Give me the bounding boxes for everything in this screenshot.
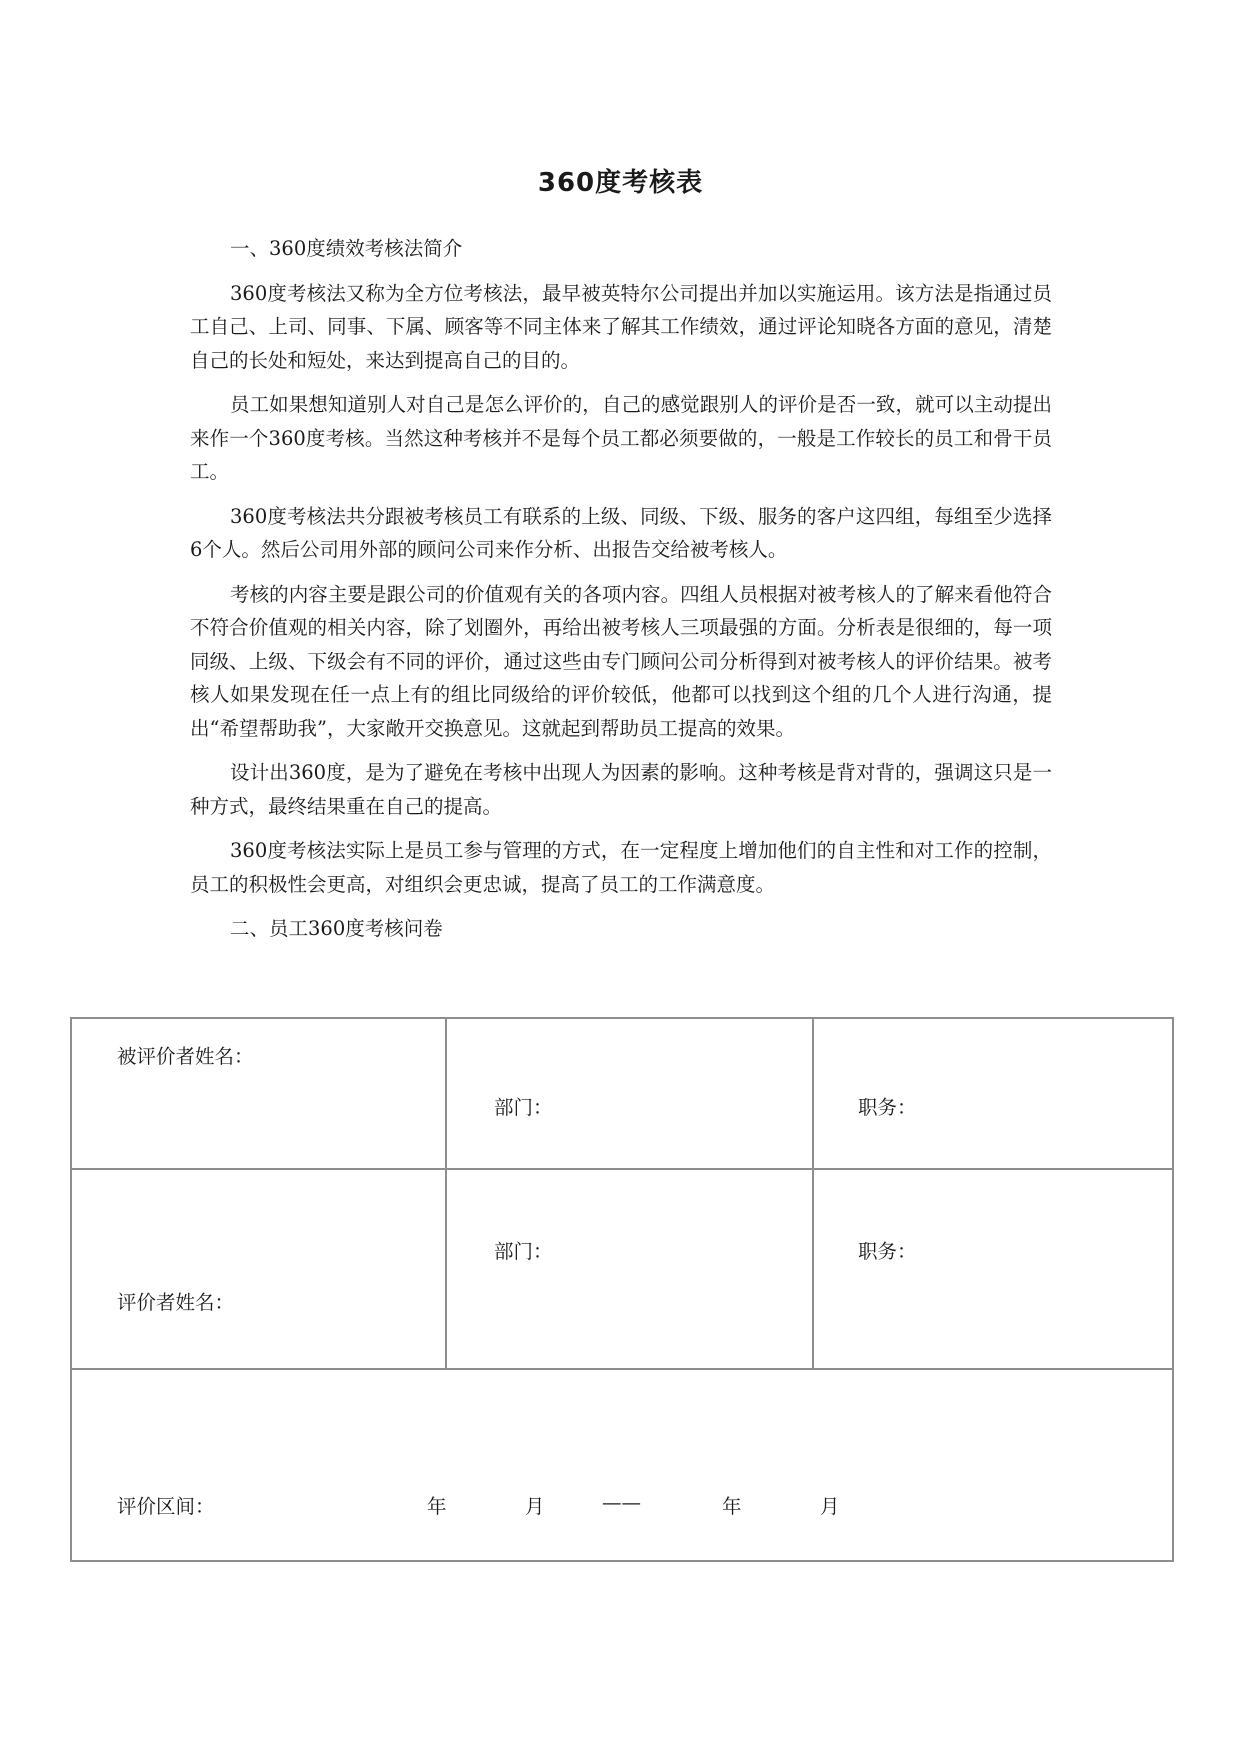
start-year-label: 年 [427, 1495, 447, 1518]
end-year-label: 年 [722, 1495, 742, 1518]
paragraph-6: 360度考核法实际上是员工参与管理的方式，在一定程度上增加他们的自主性和对工作的控制，员工的积极性会更高，对组织会更忠诚，提高了员工的工作满意度。 [190, 839, 1052, 896]
evaluatee-dept-cell[interactable] [447, 1019, 812, 1168]
evaluator-dept-label: 部门： [494, 1240, 553, 1263]
paragraph-5: 设计出360度，是为了避免在考核中出现人为因素的影响。这种考核是背对背的，强调这只是一种方式，最终结果重在自己的提高。 [190, 761, 1052, 818]
evaluatee-name-cell[interactable] [72, 1019, 445, 1168]
evaluator-position-label: 职务： [858, 1240, 917, 1263]
section-2-heading: 二、员工360度考核问卷 [230, 917, 443, 940]
evaluator-name-cell[interactable] [72, 1170, 445, 1368]
evaluator-dept-cell[interactable] [447, 1170, 812, 1368]
period-dash: —— [602, 1491, 641, 1514]
paragraph-4: 考核的内容主要是跟公司的价值观有关的各项内容。四组人员根据对被考核人的了解来看他符合不符合价值观的相关内容，除了划圈外，再给出被考核人三项最强的方面。分析表是很细的，每一项同级、上级、下级会有不同的评价，通过这些由专门顾问公司分析得到对被考核人的评价结果。被考核人如果发现在任一点上有的组比同级给的评价较低，他都可以找到这个组的几个人进行沟通，提出“希望帮助我”，大家敞开交换意见。这就起到帮助员工提高的效果。 [190, 582, 1052, 740]
evaluatee-position-label: 职务： [858, 1096, 917, 1119]
paragraph-1: 360度考核法又称为全方位考核法，最早被英特尔公司提出并加以实施运用。该方法是指通过员工自己、上司、同事、下属、顾客等不同主体来了解其工作绩效，通过评论知晓各方面的意见，清楚自己的长处和短处，来达到提高自己的目的。 [190, 281, 1052, 372]
document-title: 360度考核表 [537, 168, 704, 198]
evaluation-period-cell[interactable] [72, 1370, 1172, 1560]
section-1-heading: 一、360度绩效考核法简介 [230, 237, 463, 260]
paragraph-3: 360度考核法共分跟被考核员工有联系的上级、同级、下级、服务的客户这四组，每组至少选择6个人。然后公司用外部的顾问公司来作分析、出报告交给被考核人。 [190, 504, 1052, 561]
paragraph-2: 员工如果想知道别人对自己是怎么评价的，自己的感觉跟别人的评价是否一致，就可以主动提出来作一个360度考核。当然这种考核并不是每个员工都必须要做的，一般是工作较长的员工和骨干员工。 [190, 393, 1052, 483]
end-month-label: 月 [820, 1495, 840, 1518]
period-label: 评价区间： [117, 1495, 215, 1518]
evaluation-form-table [70, 1017, 1174, 1562]
evaluatee-dept-label: 部门： [494, 1096, 553, 1119]
evaluator-name-label: 评价者姓名： [117, 1291, 235, 1314]
evaluatee-name-label: 被评价者姓名： [117, 1045, 254, 1068]
document-body [190, 232, 1052, 957]
evaluator-position-cell[interactable] [814, 1170, 1174, 1368]
evaluatee-position-cell[interactable] [814, 1019, 1174, 1168]
start-month-label: 月 [525, 1495, 545, 1518]
